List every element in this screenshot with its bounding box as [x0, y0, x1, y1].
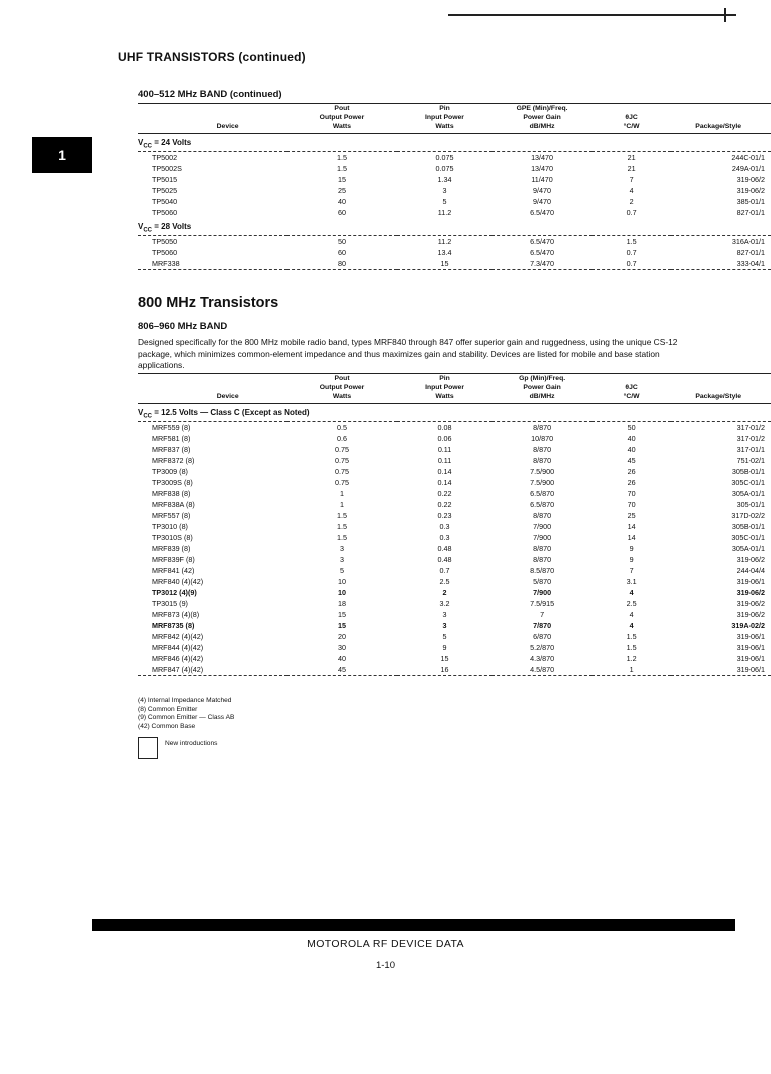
table-row	[138, 543, 771, 554]
theta-cell: 4	[629, 186, 634, 195]
table-row	[138, 499, 771, 510]
device-cell: TP3010S (8)	[152, 533, 193, 542]
package-cell: 244-04/4	[736, 566, 765, 575]
col-pin: Pin Input Power Watts	[397, 374, 493, 404]
section-tab: 1	[32, 137, 92, 173]
device-cell: TP5050	[152, 237, 178, 246]
table-row	[138, 510, 771, 521]
gain-cell: 5/870	[533, 577, 552, 586]
pin-cell: 13.4	[437, 248, 452, 257]
col-package: Package/Style	[671, 104, 771, 134]
package-cell: 333-04/1	[671, 258, 771, 270]
gain-cell: 6.5/470	[530, 248, 555, 257]
footnote: (8) Common Emitter	[138, 705, 198, 713]
theta-cell: 2.5	[626, 599, 637, 608]
device-cell: TP5002	[152, 153, 178, 162]
col-pin: Pin Input Power Watts	[397, 104, 493, 134]
pout-cell: 0.75	[335, 456, 350, 465]
footnote: (42) Common Base	[138, 722, 196, 730]
table-row	[138, 653, 771, 664]
pout-cell: 60	[337, 208, 346, 217]
pout-cell: 80	[287, 258, 396, 270]
table-row	[138, 477, 771, 488]
device-cell: TP5015	[152, 175, 178, 184]
col-theta: θJC °C/W	[592, 374, 671, 404]
table-row	[138, 521, 771, 532]
pout-cell: 1.5	[336, 153, 347, 162]
package-cell: 319-06/1	[736, 643, 765, 652]
pout-cell: 3	[340, 555, 345, 564]
device-cell: TP3012 (4)(9)	[152, 588, 197, 597]
pin-cell: 0.11	[437, 456, 452, 465]
band-description: Designed specifically for the 800 MHz mobile radio band, types MRF840 through 847 offer superior gain and ruggedness, using the unique CS-12 package, which minimizes common-element impedance and thus maximizes gain and stability. Devices are listed for mobile and base station applications.	[138, 337, 678, 370]
gain-cell: 7/900	[533, 522, 552, 531]
device-cell: MRF8372 (8)	[152, 456, 195, 465]
col-theta: θJC °C/W	[592, 104, 671, 134]
package-cell: 317D-02/2	[731, 511, 765, 520]
pout-cell: 1.5	[337, 511, 348, 520]
new-product-box-icon	[138, 737, 158, 759]
table-row	[138, 433, 771, 444]
gain-cell: 4.5/870	[492, 664, 592, 676]
gain-cell: 7/900	[533, 533, 552, 542]
pout-cell: 1	[340, 500, 345, 509]
pout-cell: 10	[338, 588, 347, 597]
theta-cell: 4	[629, 588, 634, 597]
package-cell: 319-06/2	[736, 588, 765, 597]
pin-cell: 5	[442, 632, 447, 641]
package-cell: 305C-01/1	[731, 478, 765, 487]
theta-cell: 21	[627, 164, 636, 173]
gain-cell: 8/870	[533, 423, 552, 432]
col-gain: GPE (Min)/Freq. Power Gain dB/MHz	[492, 104, 592, 134]
gain-cell: 7	[540, 610, 545, 619]
theta-cell: 0.7	[626, 208, 637, 217]
theta-cell: 0.7	[592, 258, 671, 270]
package-cell: 385-01/1	[736, 197, 765, 206]
table-row	[138, 466, 771, 477]
col-device: Device	[138, 104, 287, 134]
package-cell: 305B-01/1	[731, 467, 765, 476]
package-cell: 305C-01/1	[731, 533, 765, 542]
band-title-806-960: 806–960 MHz BAND	[138, 321, 228, 332]
device-cell: MRF839F (8)	[152, 555, 195, 564]
device-cell: TP5002S	[152, 164, 182, 173]
table-row	[138, 565, 771, 576]
pout-cell: 1.5	[336, 164, 347, 173]
pin-cell: 0.22	[437, 489, 452, 498]
spec-table-806-960	[138, 373, 771, 676]
footnotes	[138, 697, 234, 731]
gain-cell: 7/900	[533, 588, 552, 597]
gain-cell: 11/470	[531, 175, 553, 184]
pin-cell: 0.06	[437, 434, 452, 443]
pout-cell: 0.75	[335, 467, 350, 476]
table-header-row	[138, 104, 771, 134]
theta-cell: 40	[627, 445, 636, 454]
pout-cell: 15	[338, 621, 347, 630]
table-row	[138, 664, 771, 676]
pout-cell: 20	[338, 632, 347, 641]
package-cell: 319-06/2	[736, 186, 765, 195]
pout-cell: 1.5	[337, 533, 348, 542]
table-row	[138, 488, 771, 499]
pout-cell: 1	[340, 489, 345, 498]
pout-cell: 1.5	[337, 522, 348, 531]
pin-cell: 0.23	[437, 511, 452, 520]
footnote: (9) Common Emitter — Class AB	[138, 714, 235, 722]
device-cell: TP3015 (9)	[152, 599, 188, 608]
pin-cell: 3.2	[439, 599, 450, 608]
table-row	[138, 620, 771, 631]
device-cell: MRF837 (8)	[152, 445, 191, 454]
theta-cell: 14	[627, 522, 636, 531]
pout-cell: 25	[337, 186, 346, 195]
table-body	[138, 134, 771, 270]
pin-cell: 0.48	[437, 544, 452, 553]
spec-table-400-512	[138, 103, 771, 270]
package-cell: 827-01/1	[736, 248, 765, 257]
device-cell: MRF842 (4)(42)	[152, 632, 204, 641]
vcc-condition-row	[138, 218, 771, 236]
pin-cell: 11.2	[437, 208, 452, 217]
device-cell: TP5025	[152, 186, 178, 195]
top-rule	[448, 14, 736, 16]
theta-cell: 45	[627, 456, 636, 465]
package-cell: 305B-01/1	[731, 522, 765, 531]
table-row	[138, 455, 771, 466]
package-cell: 317-01/2	[736, 423, 765, 432]
pout-cell: 0.5	[337, 423, 348, 432]
gain-cell: 7.3/470	[492, 258, 592, 270]
theta-cell: 7	[629, 175, 634, 184]
table-header-row	[138, 374, 771, 404]
device-cell: MRF839 (8)	[152, 544, 191, 553]
col-pout: Pout Output Power Watts	[287, 104, 396, 134]
table-row	[138, 576, 771, 587]
pout-cell: 0.75	[335, 478, 350, 487]
device-cell: MRF838A (8)	[152, 500, 195, 509]
table-row	[138, 207, 771, 218]
col-pout: Pout Output Power Watts	[287, 374, 396, 404]
table-body	[138, 404, 771, 676]
table-row	[138, 185, 771, 196]
device-cell: MRF559 (8)	[152, 423, 191, 432]
pin-cell: 0.3	[439, 522, 450, 531]
device-cell: MRF581 (8)	[152, 434, 191, 443]
pin-cell: 0.14	[437, 467, 452, 476]
package-cell: 317-01/1	[736, 445, 765, 454]
theta-cell: 1	[592, 664, 671, 676]
package-cell: 319-06/1	[736, 632, 765, 641]
gain-cell: 8/870	[533, 511, 552, 520]
device-cell: TP3010 (8)	[152, 522, 188, 531]
device-cell: MRF840 (4)(42)	[152, 577, 204, 586]
pout-cell: 10	[338, 577, 347, 586]
theta-cell: 70	[627, 500, 636, 509]
package-cell: 751-02/1	[736, 456, 765, 465]
pin-cell: 3	[442, 610, 447, 619]
pin-cell: 11.2	[437, 237, 452, 246]
vcc-condition: $V_{CC} = 28$ Volts	[138, 218, 771, 236]
theta-cell: 7	[629, 566, 634, 575]
pin-cell: 3	[442, 621, 447, 630]
gain-cell: 10/870	[531, 434, 554, 443]
gain-cell: 9/470	[533, 186, 552, 195]
pin-cell: 0.48	[437, 555, 452, 564]
pin-cell: 0.08	[437, 423, 452, 432]
pin-cell: 0.22	[437, 500, 452, 509]
gain-cell: 9/470	[533, 197, 552, 206]
table-row	[138, 258, 771, 270]
device-cell: TP5060	[152, 248, 178, 257]
device-cell: MRF338	[138, 258, 287, 270]
pout-cell: 3	[340, 544, 345, 553]
vcc-condition-row	[138, 404, 771, 422]
pin-cell: 9	[442, 643, 447, 652]
package-cell: 305A-01/1	[731, 544, 765, 553]
table-row	[138, 609, 771, 620]
gain-cell: 8.5/870	[530, 566, 555, 575]
band-title-400-512: 400–512 MHz BAND (continued)	[138, 89, 282, 100]
theta-cell: 1.2	[626, 654, 637, 663]
device-cell: TP3009S (8)	[152, 478, 193, 487]
theta-cell: 50	[627, 423, 636, 432]
package-cell: 319-06/2	[736, 175, 765, 184]
theta-cell: 26	[627, 467, 636, 476]
pin-cell: 0.3	[439, 533, 450, 542]
table-row	[138, 532, 771, 543]
col-package: Package/Style	[671, 374, 771, 404]
pout-cell: 40	[338, 654, 347, 663]
package-cell: 317-01/2	[736, 434, 765, 443]
footnote: (4) Internal Impedance Matched	[138, 697, 232, 704]
gain-cell: 7.5/915	[530, 599, 555, 608]
theta-cell: 1.5	[626, 237, 637, 246]
package-cell: 319-06/2	[736, 555, 765, 564]
table-row	[138, 587, 771, 598]
gain-cell: 6.5/870	[530, 500, 555, 509]
gain-cell: 13/470	[531, 153, 554, 162]
gain-cell: 8/870	[533, 555, 552, 564]
device-cell: TP5040	[152, 197, 178, 206]
theta-cell: 3.1	[626, 577, 637, 586]
pin-cell: 0.075	[435, 164, 454, 173]
gain-cell: 7/870	[533, 621, 552, 630]
pin-cell: 0.075	[435, 153, 454, 162]
package-cell: 827-01/1	[736, 208, 765, 217]
theta-cell: 4	[629, 610, 634, 619]
theta-cell: 21	[627, 153, 636, 162]
pin-cell: 0.14	[437, 478, 452, 487]
gain-cell: 8/870	[533, 445, 552, 454]
vcc-condition: $V_{CC} = 24$ Volts	[138, 134, 771, 152]
pin-cell: 0.11	[437, 445, 452, 454]
pout-cell: 18	[338, 599, 347, 608]
gain-cell: 5.2/870	[530, 643, 555, 652]
package-cell: 249A-01/1	[731, 164, 765, 173]
table-row	[138, 236, 771, 248]
package-cell: 305A-01/1	[731, 489, 765, 498]
footer-title: MOTOROLA RF DEVICE DATA	[307, 938, 464, 950]
gain-cell: 6/870	[533, 632, 552, 641]
table-row	[138, 642, 771, 653]
theta-cell: 14	[627, 533, 636, 542]
gain-cell: 8/870	[533, 544, 552, 553]
pin-cell: 15	[440, 654, 449, 663]
table-row	[138, 554, 771, 565]
col-gain: Gp (Min)/Freq. Power Gain dB/MHz	[492, 374, 592, 404]
theta-cell: 1.5	[626, 643, 637, 652]
pin-cell: 2.5	[439, 577, 450, 586]
gain-cell: 6.5/470	[530, 208, 555, 217]
pout-cell: 30	[338, 643, 347, 652]
package-cell: 305-01/1	[736, 500, 765, 509]
device-cell: MRF8735 (8)	[152, 621, 195, 630]
package-cell: 319-06/2	[736, 599, 765, 608]
package-cell: 319-06/1	[736, 577, 765, 586]
table-row	[138, 247, 771, 258]
pout-cell: 15	[337, 175, 346, 184]
package-cell: 319-06/1	[671, 664, 771, 676]
pout-cell: 0.75	[335, 445, 350, 454]
device-cell: MRF846 (4)(42)	[152, 654, 204, 663]
device-cell: MRF841 (42)	[152, 566, 195, 575]
pin-cell: 16	[397, 664, 493, 676]
table-row	[138, 163, 771, 174]
table-row	[138, 598, 771, 609]
theta-cell: 1.5	[626, 632, 637, 641]
gain-cell: 4.3/870	[530, 654, 555, 663]
table-row	[138, 631, 771, 642]
device-cell: MRF557 (8)	[152, 511, 191, 520]
package-cell: 319-06/2	[736, 610, 765, 619]
pin-cell: 0.7	[439, 566, 450, 575]
device-cell: MRF873 (4)(8)	[152, 610, 200, 619]
pout-cell: 50	[337, 237, 346, 246]
theta-cell: 9	[629, 544, 634, 553]
pin-cell: 3	[442, 186, 447, 195]
pin-cell: 15	[397, 258, 493, 270]
table-row	[138, 196, 771, 207]
section-title-800mhz: 800 MHz Transistors	[138, 295, 279, 311]
table-row	[138, 444, 771, 455]
theta-cell: 2	[629, 197, 634, 206]
footer-bar	[92, 919, 735, 931]
device-cell: MRF844 (4)(42)	[152, 643, 204, 652]
theta-cell: 40	[627, 434, 636, 443]
device-cell: MRF838 (8)	[152, 489, 191, 498]
page-number: 1-10	[375, 960, 395, 971]
package-cell: 319A-02/2	[731, 621, 765, 630]
table-row	[138, 174, 771, 185]
vcc-condition: $V_{CC} = 12.5$ Volts — Class C (Except as Noted)	[138, 404, 771, 422]
package-cell: 244C-01/1	[731, 153, 765, 162]
package-cell: 316A-01/1	[731, 237, 765, 246]
device-cell: TP5060	[152, 208, 178, 217]
theta-cell: 26	[627, 478, 636, 487]
gain-cell: 8/870	[533, 456, 552, 465]
page-heading: UHF TRANSISTORS (continued)	[118, 50, 306, 64]
device-cell: MRF847 (4)(42)	[138, 664, 287, 676]
package-cell: 319-06/1	[736, 654, 765, 663]
pin-cell: 1.34	[437, 175, 452, 184]
table-row	[138, 422, 771, 434]
pout-cell: 5	[340, 566, 345, 575]
col-device: Device	[138, 374, 287, 404]
pout-cell: 45	[287, 664, 396, 676]
device-cell: TP3009 (8)	[152, 467, 188, 476]
gain-cell: 7.5/900	[530, 478, 555, 487]
top-tick-mark	[724, 8, 726, 22]
gain-cell: 13/470	[531, 164, 554, 173]
theta-cell: 4	[629, 621, 634, 630]
pout-cell: 60	[337, 248, 346, 257]
theta-cell: 0.7	[626, 248, 637, 257]
table-row	[138, 152, 771, 164]
theta-cell: 70	[627, 489, 636, 498]
gain-cell: 6.5/870	[530, 489, 555, 498]
pin-cell: 5	[442, 197, 447, 206]
vcc-condition-row	[138, 134, 771, 152]
theta-cell: 25	[627, 511, 636, 520]
pout-cell: 40	[337, 197, 346, 206]
new-product-label: New introductions	[165, 740, 218, 747]
gain-cell: 6.5/470	[530, 237, 555, 246]
pin-cell: 2	[442, 588, 447, 597]
theta-cell: 9	[629, 555, 634, 564]
pout-cell: 15	[338, 610, 347, 619]
pout-cell: 0.6	[337, 434, 348, 443]
gain-cell: 7.5/900	[530, 467, 555, 476]
